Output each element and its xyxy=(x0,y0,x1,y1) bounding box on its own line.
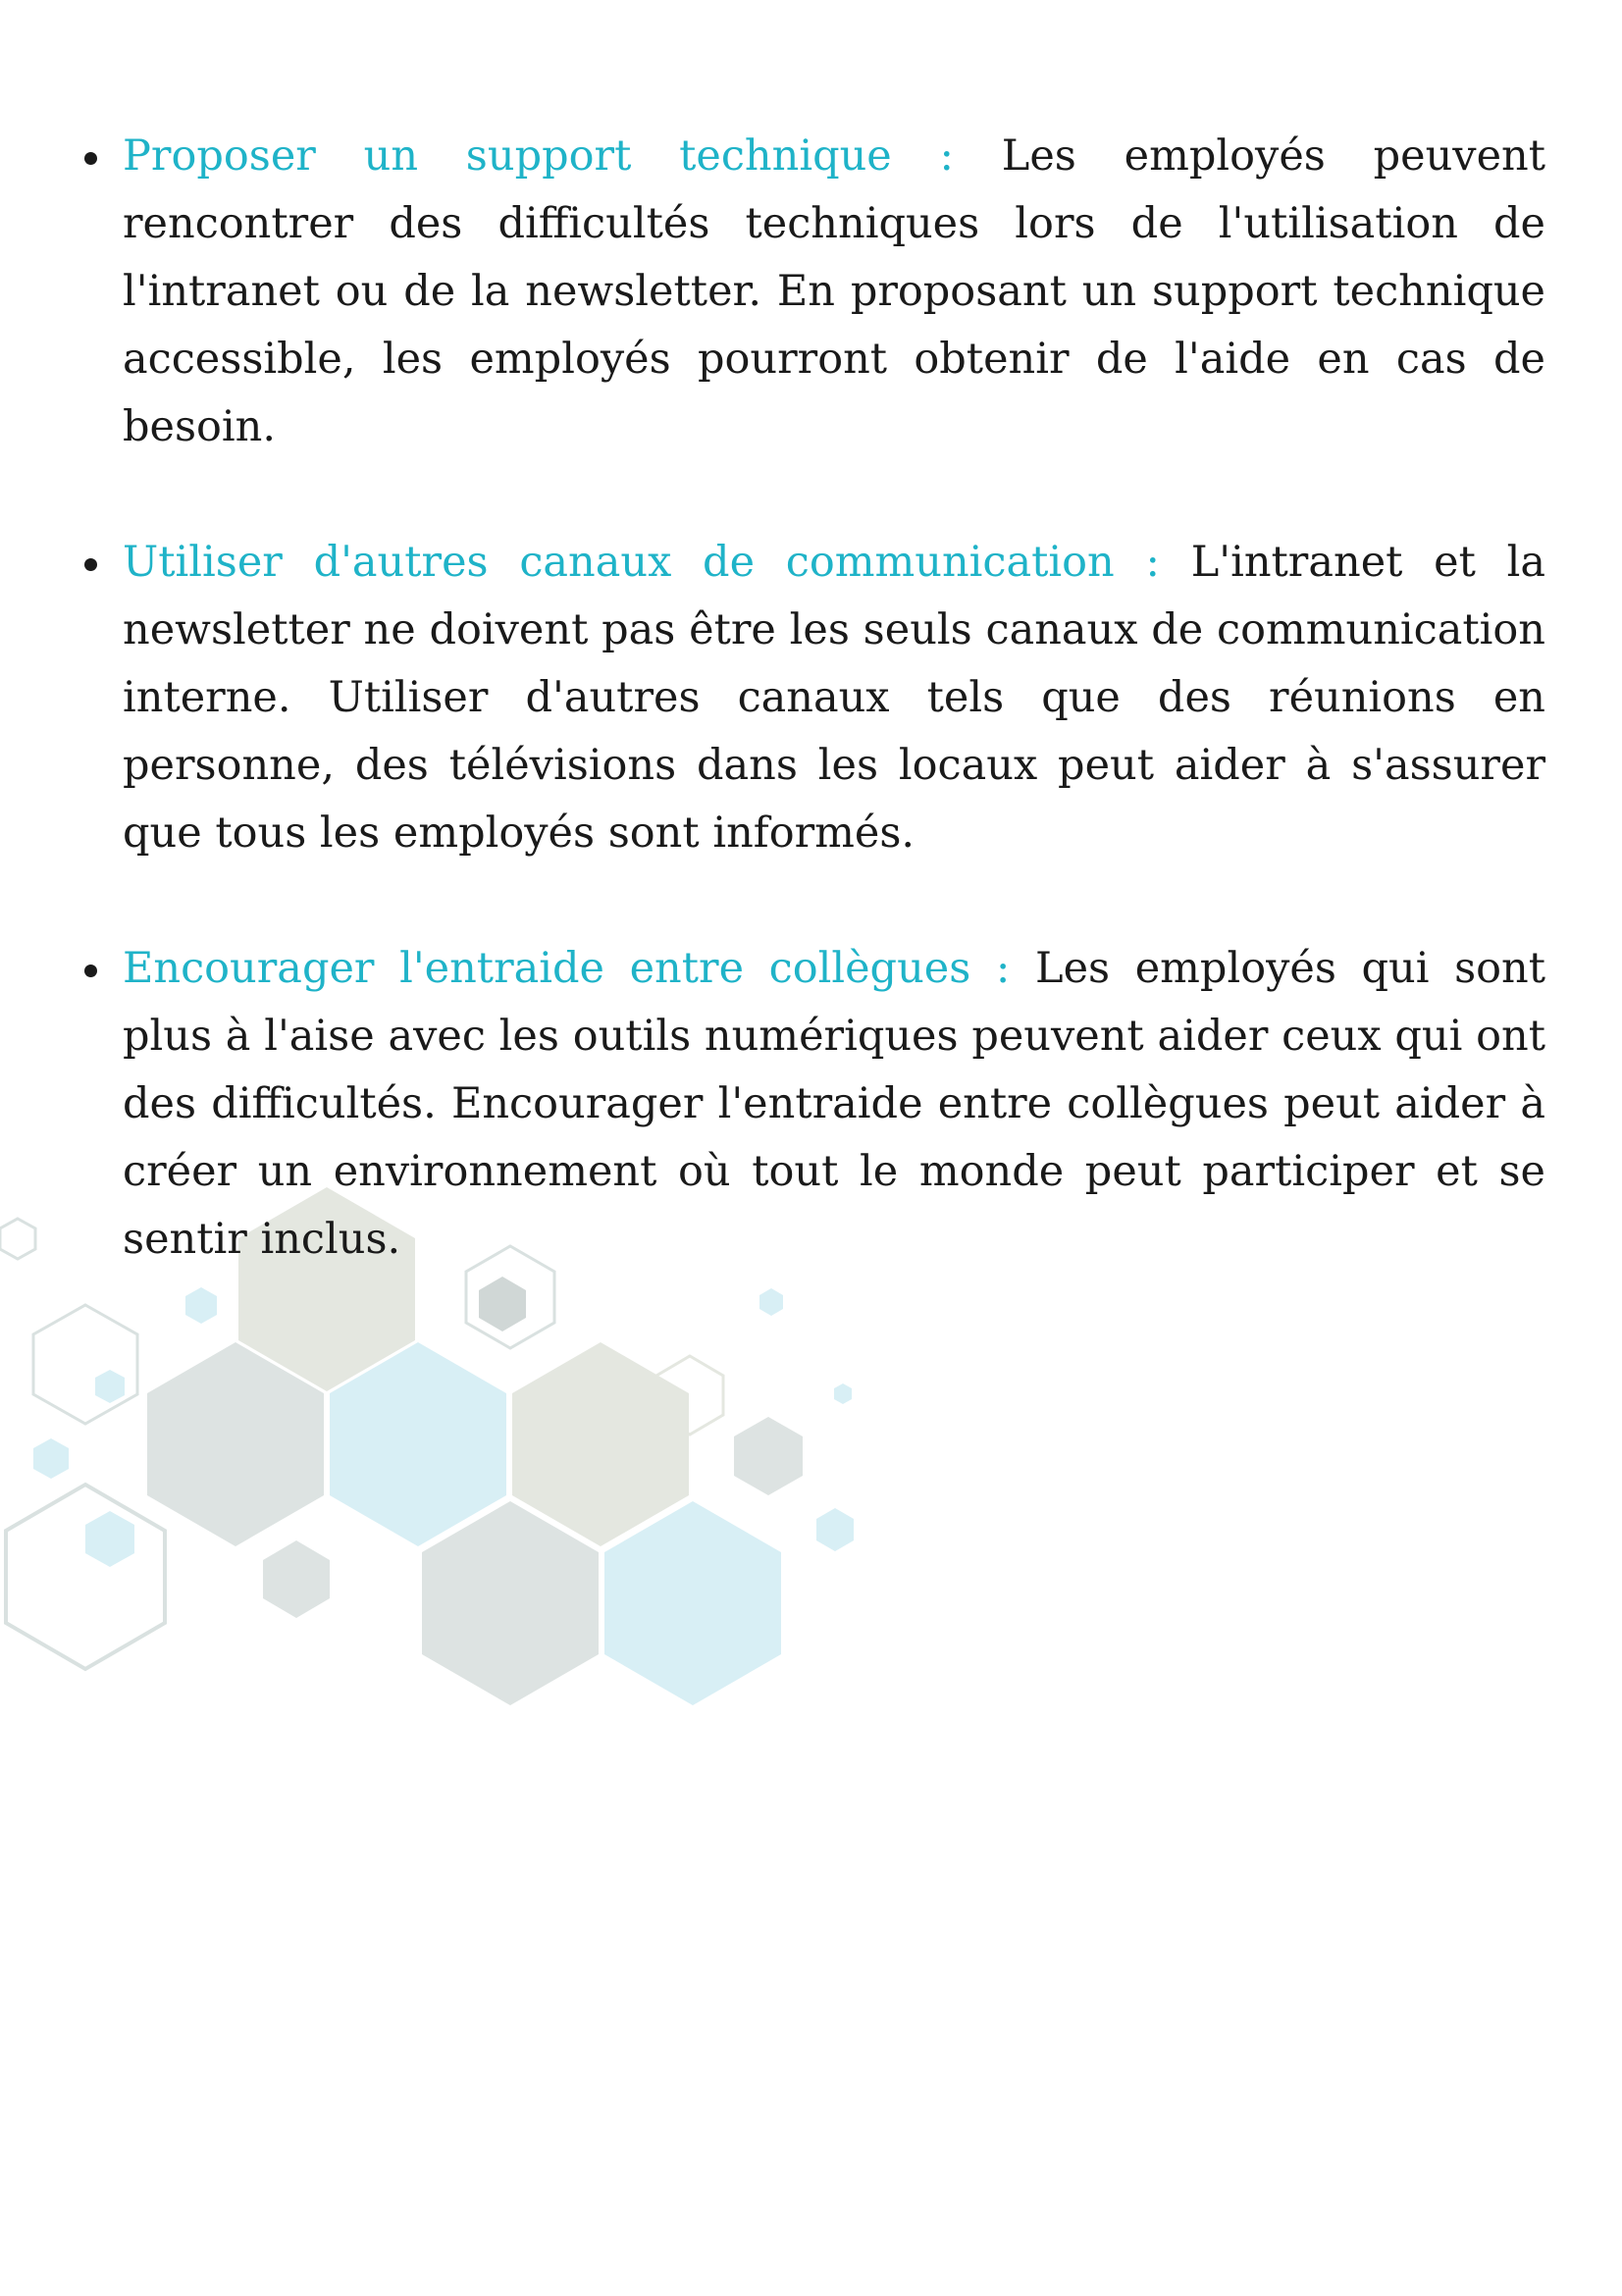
hexagon-outline xyxy=(0,1219,35,1259)
hexagon-shape xyxy=(422,1501,599,1705)
list-item xyxy=(78,935,1545,1274)
hexagon-shape xyxy=(834,1383,852,1404)
item-text: L'intranet et la newsletter ne doivent pas être les seuls canaux de communication interne. Utiliser d'autres canaux tels que des réunions en personne, des télévisions dans les locaux peut aider à s'assurer que tous les employés sont informés. xyxy=(123,538,1545,858)
hexagon-shape xyxy=(816,1508,854,1551)
bullet-list-section xyxy=(78,123,1545,1341)
hexagon-outline xyxy=(6,1485,165,1669)
hexagon-shape xyxy=(95,1370,125,1403)
item-text: Les employés qui sont plus à l'aise avec les outils numériques peuvent aider ceux qui ont des difficultés. Encourager l'entraide entre collègues peut aider à créer un environnement où tout le monde peut participer et se sentir inclus. xyxy=(123,944,1546,1264)
hexagon-shape xyxy=(263,1540,330,1618)
list-item xyxy=(78,123,1545,461)
item-heading: Encourager l'entraide entre collègues : xyxy=(123,944,1011,993)
list-item xyxy=(78,529,1545,867)
hexagon-shape xyxy=(734,1417,803,1495)
recommendations-list xyxy=(78,123,1545,1274)
item-heading: Proposer un support technique : xyxy=(123,131,955,181)
hexagon-shape xyxy=(85,1511,134,1567)
item-text: Les employés peuvent rencontrer des difficultés techniques lors de l'utilisation de l'intranet ou de la newsletter. En proposant un support technique accessible, les employés pourront obtenir de l'aide en cas de besoin. xyxy=(123,131,1546,451)
hexagon-shape xyxy=(33,1438,69,1479)
item-heading: Utiliser d'autres canaux de communication : xyxy=(123,538,1160,587)
hexagon-shape xyxy=(604,1501,781,1705)
